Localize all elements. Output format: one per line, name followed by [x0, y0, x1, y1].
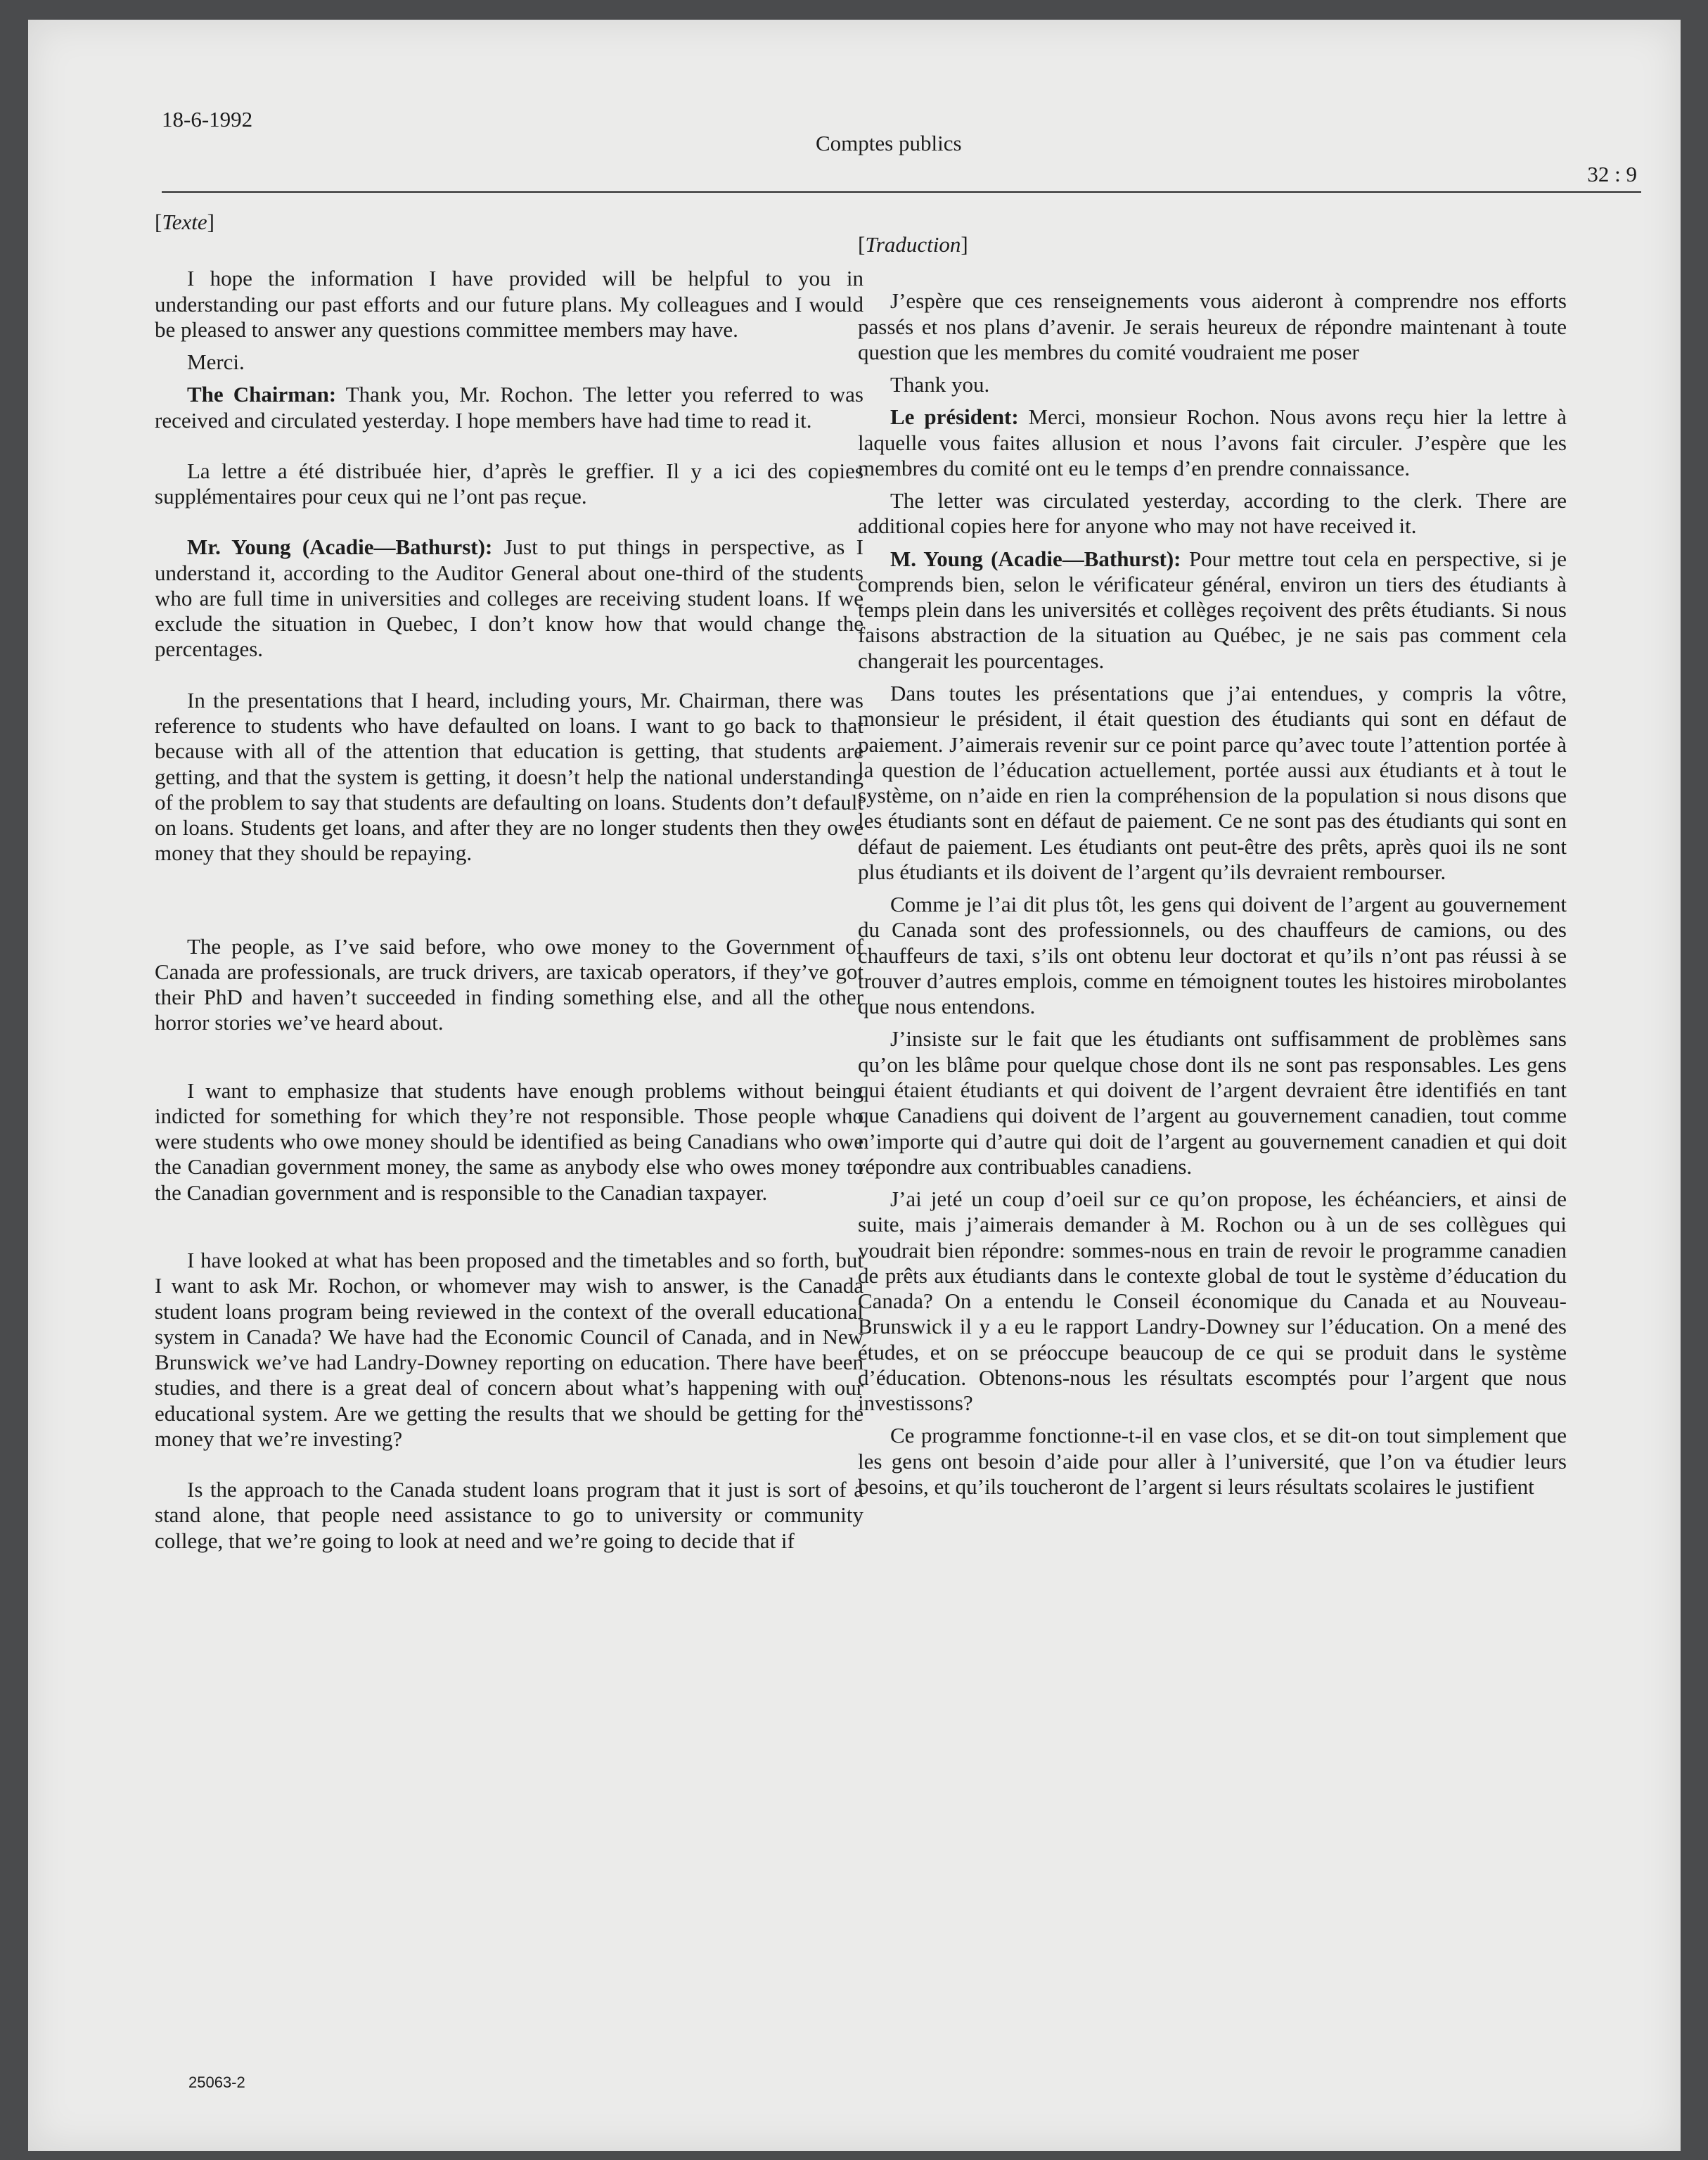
paragraph: Dans toutes les présentations que j’ai entendues, y compris la vôtre, monsieur le président, il était question des étudiants qui sont en défaut de paiement. J’aimerais revenir sur ce point parce qu’avec toute l’attention portée à la question de l’éducation actuellement, portée aussi aux étudiants et à tout le système, on n’aide en rien la compréhension de la population si nous disons que les étudiants sont en défaut de paiement. Ce ne sont pas des étudiants qui sont en défaut de paiement. Les étudiants ont peut-être des prêts, après quoi ils ne sont plus étudiants et ils doivent de l’argent qu’ils devraient rembourser.	[858, 680, 1567, 884]
paragraph: Merci.	[187, 350, 245, 375]
header-rule	[162, 191, 1641, 193]
paragraph: In the presentations that I heard, including yours, Mr. Chairman, there was reference to students who have defaulted on loans. I want to go back to that because with all of the attention that education is getting, that students are getting, and that the system is getting, it doesn’t help the national understanding of the problem to say that students are defaulting on loans. Students don’t default on loans. Students get loans, and after they are no longer students then they owe money that they should be repaying.	[155, 687, 863, 866]
paragraph: Comme je l’ai dit plus tôt, les gens qui doivent de l’argent au gouvernement du Canada sont des professionnels, ou des chauffeurs de camions, ou des chauffeurs de taxi, s’ils ont obtenu leur doctorat et qu’ils n’ont pas réussi à se trouver d’autres emplois, comme en témoignent toutes les histoires mirobolantes que nous entendons.	[858, 892, 1567, 1019]
header-title: Comptes publics	[816, 131, 962, 155]
french-column	[858, 232, 1567, 1500]
paragraph: M. Young (Acadie—Bathurst): Pour mettre tout cela en perspective, si je comprends bien, selon le vérificateur général, environ un tiers des étudiants à temps plein dans les universités et collèges reçoivent des prêts étudiants. Si nous faisons abstraction de la situation au Québec, je ne sais pas comment cela changerait les pourcentages.	[858, 546, 1567, 673]
speaker-name: M. Young (Acadie—Bathurst):	[890, 546, 1181, 571]
section-tag: [Texte]	[155, 210, 214, 234]
paragraph: Le président: Merci, monsieur Rochon. Nous avons reçu hier la lettre à laquelle vous faites allusion et nous l’avons fait circuler. J’espère que les membres du comité ont eu le temps d’en prendre connaissance.	[858, 404, 1567, 480]
header-page-number: 32 : 9	[1587, 162, 1637, 186]
speaker-name: Le président:	[890, 404, 1019, 430]
paragraph: The Chairman: Thank you, Mr. Rochon. The letter you referred to was received and circulated yesterday. I hope members have had time to read it.	[155, 382, 863, 433]
paragraph: La lettre a été distribuée hier, d’après le greffier. Il y a ici des copies supplémentaires pour ceux qui ne l’ont pas reçue.	[155, 458, 863, 509]
paragraph: The letter was circulated yesterday, according to the clerk. There are additional copies here for anyone who may not have received it.	[858, 488, 1567, 539]
paragraph: J’insiste sur le fait que les étudiants ont suffisamment de problèmes sans qu’on les blâme pour quelque chose dont ils ne sont pas responsables. Les gens qui étaient étudiants et qui doivent de l’argent devraient être identifiés en tant que Canadiens qui doivent de l’argent au gouvernement canadien, tout comme n’importe qui d’autre qui doit de l’argent au gouvernement canadien et qui doit répondre aux contribuables canadiens.	[858, 1026, 1567, 1179]
paragraph: Thank you.	[890, 372, 990, 397]
section-tag-word: Traduction	[865, 232, 961, 257]
paragraph: I have looked at what has been proposed and the timetables and so forth, but I want to ask Mr. Rochon, or whomever may wish to answer, is the Canada student loans program being reviewed in the context of the overall educational system in Canada? We have had the Economic Council of Canada, and in New Brunswick we’ve had Landry-Downey reporting on education. There have been studies, and there is a great deal of concern about what’s happening with our educational system. Are we getting the results that we should be getting for the money that we’re investing?	[155, 1247, 863, 1451]
paragraph: Is the approach to the Canada student loans program that it just is sort of a stand alone, that people need assistance to go to university or community college, that we’re going to look at need and we’re going to decide that if	[155, 1477, 863, 1553]
paragraph: Mr. Young (Acadie—Bathurst): Just to put things in perspective, as I understand it, according to the Auditor General about one-third of the students who are full time in universities and colleges are receiving student loans. If we exclude the situation in Quebec, I don’t know how that would change the percentages.	[155, 535, 863, 662]
section-tag-word: Texte	[162, 210, 207, 234]
paragraph: I want to emphasize that students have enough problems without being indicted for something for which they’re not responsible. Those people who were students who owe money should be identified as being Canadians who owe the Canadian government money, the same as anybody else who owes money to the Canadian government and is responsible to the Canadian taxpayer.	[155, 1078, 863, 1205]
paragraph: I hope the information I have provided will be helpful to you in understanding our past efforts and our future plans. My colleagues and I would be pleased to answer any questions committee members may have.	[155, 266, 863, 342]
document-page	[28, 20, 1681, 2151]
paragraph: Ce programme fonctionne-t-il en vase clos, et se dit-on tout simplement que les gens ont besoin d’aide pour aller à l’université, que l’on va étudier leurs besoins, et qu’ils toucheront de l’argent si leurs résultats scolaires le justifient	[858, 1423, 1567, 1499]
paragraph: The people, as I’ve said before, who owe money to the Government of Canada are professionals, are truck drivers, are taxicab operators, if they’ve got their PhD and haven’t succeeded in finding something else, and all the other horror stories we’ve heard about.	[155, 933, 863, 1035]
paragraph: J’ai jeté un coup d’oeil sur ce qu’on propose, les échéanciers, et ainsi de suite, mais j’aimerais demander à M. Rochon ou à un de ses collègues qui voudrait bien répondre: sommes-nous en train de revoir le programme canadien de prêts aux étudiants dans le contexte global de tout le système d’éducation du Canada? On a entendu le Conseil économique du Canada et au Nouveau-Brunswick il y a eu le rapport Landry-Downey sur l’éducation. On a mené des études, et on se préoccupe beaucoup de ce qui se produit dans le système d’éducation. Obtenons-nous les résultats escomptés pour l’argent que nous investissons?	[858, 1187, 1567, 1416]
header-date: 18-6-1992	[162, 107, 253, 132]
footer-code: 25063-2	[188, 2073, 245, 2091]
section-tag: [Traduction]	[858, 232, 968, 257]
english-column	[155, 210, 863, 1554]
speaker-name: Mr. Young (Acadie—Bathurst):	[187, 535, 493, 560]
speaker-name: The Chairman:	[187, 382, 337, 407]
paragraph: J’espère que ces renseignements vous aideront à comprendre nos efforts passés et nos plans d’avenir. Je serais heureux de répondre maintenant à toute question que les membres du comité voudraient me poser	[858, 288, 1567, 364]
